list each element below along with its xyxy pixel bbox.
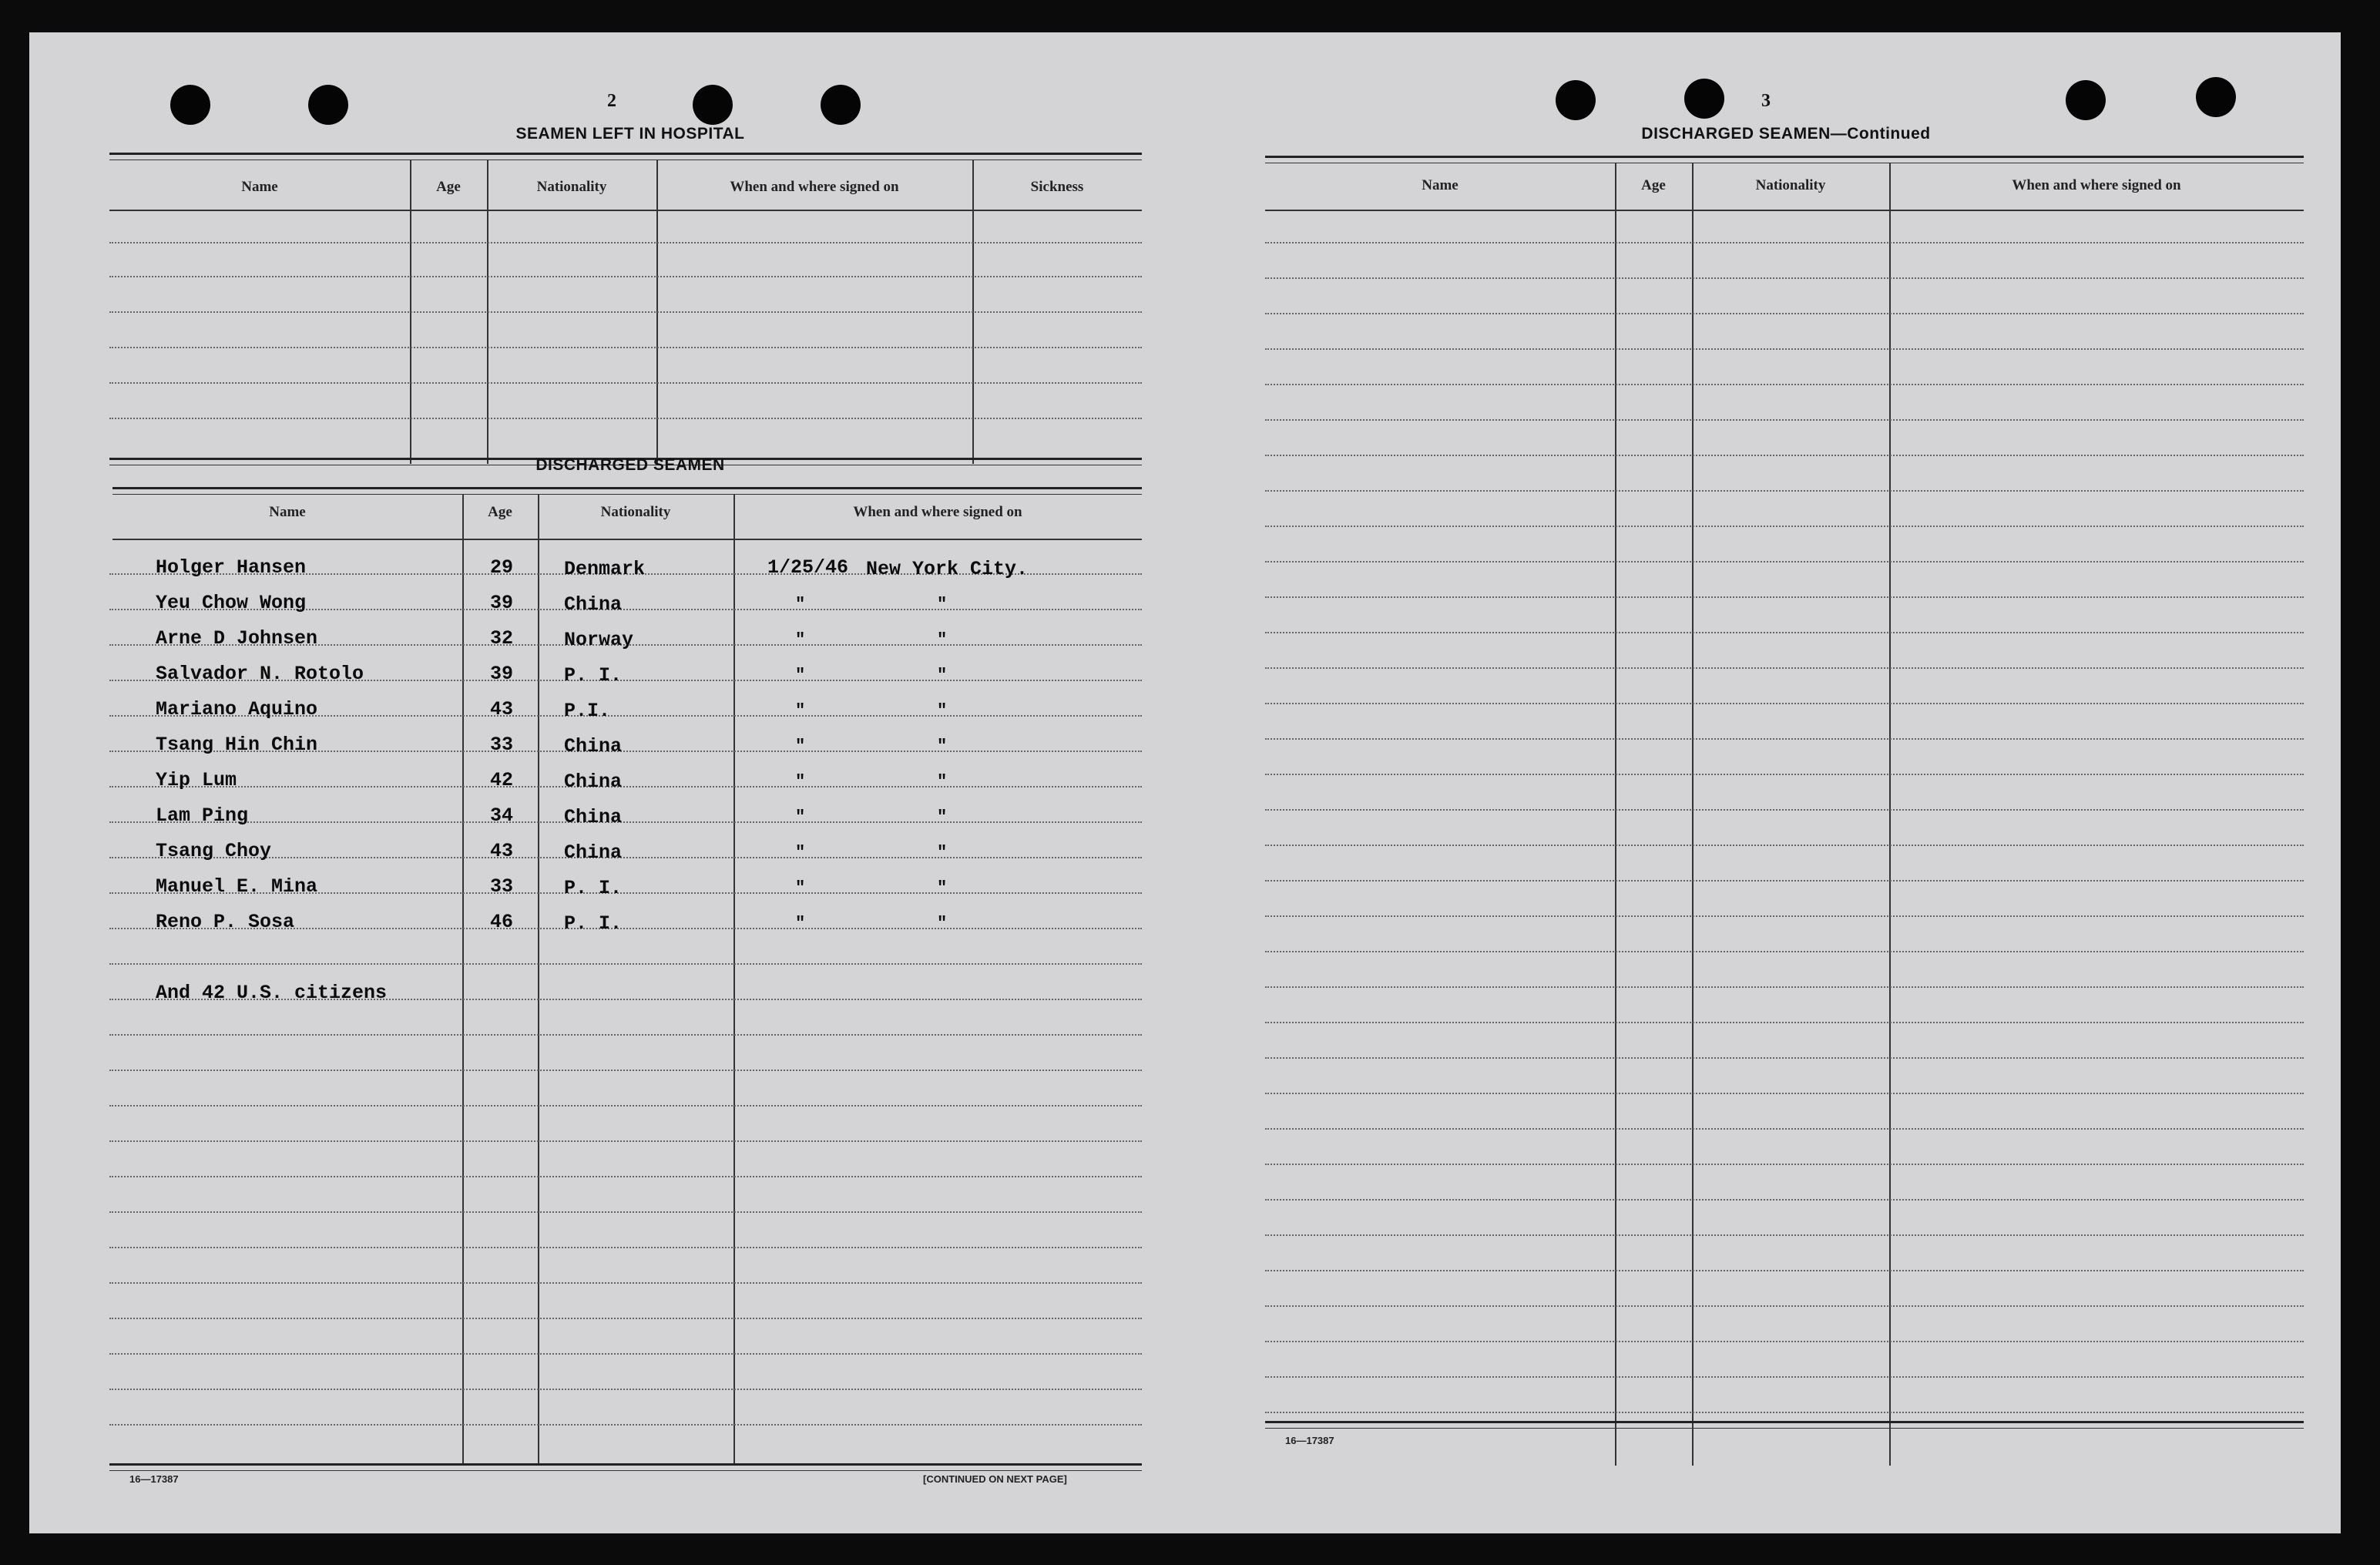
- row-rule: [1265, 915, 2304, 917]
- discharged-section-title: DISCHARGED SEAMEN: [535, 456, 725, 474]
- signed-place-ditto: ": [937, 701, 948, 720]
- seaman-name: Tsang Hin Chin: [156, 734, 318, 756]
- hospital-col-name: Name: [241, 179, 278, 195]
- row-rule: [1265, 703, 2304, 704]
- signed-place-ditto: ": [937, 666, 948, 685]
- seaman-name: Arne D Johnsen: [156, 627, 318, 650]
- table-rule: [109, 210, 1142, 211]
- seaman-nationality: China: [564, 771, 623, 793]
- punch-hole: [308, 85, 348, 125]
- row-rule: [109, 1282, 1142, 1284]
- row-rule: [109, 786, 1142, 788]
- row-rule: [1265, 951, 2304, 952]
- seaman-age: 39: [490, 663, 514, 685]
- table-rule: [1265, 156, 2304, 163]
- row-rule: [1265, 526, 2304, 527]
- discharged-col-nationality: Nationality: [600, 504, 671, 520]
- discharged-col-age: Age: [488, 504, 512, 520]
- right-form-number: 16—17387: [1285, 1435, 1334, 1446]
- signed-date-ditto: ": [795, 666, 806, 685]
- table-rule: [109, 1463, 1142, 1471]
- row-rule: [1265, 845, 2304, 846]
- seaman-age: 29: [490, 556, 514, 579]
- table-rule: [109, 153, 1142, 160]
- row-rule: [1265, 1234, 2304, 1236]
- seaman-name: Holger Hansen: [156, 556, 307, 579]
- seaman-nationality: P. I.: [564, 877, 623, 899]
- column-divider: [733, 495, 735, 1466]
- row-rule: [109, 963, 1142, 965]
- row-rule: [109, 1034, 1142, 1036]
- hospital-section-title: SEAMEN LEFT IN HOSPITAL: [515, 125, 745, 143]
- signed-date-ditto: ": [795, 630, 806, 650]
- continued-note: [CONTINUED ON NEXT PAGE]: [923, 1473, 1067, 1485]
- row-rule: [109, 1176, 1142, 1177]
- column-divider: [462, 495, 464, 1466]
- seaman-name: Mariano Aquino: [156, 698, 318, 720]
- signed-date-ditto: ": [795, 843, 806, 862]
- right-col-name: Name: [1422, 177, 1459, 193]
- row-rule: [1265, 1270, 2304, 1271]
- seaman-nationality: Denmark: [564, 558, 646, 580]
- signed-date-ditto: ": [795, 808, 806, 827]
- row-rule: [109, 418, 1142, 419]
- row-rule: [1265, 1093, 2304, 1094]
- signed-place-ditto: ": [937, 595, 948, 614]
- row-rule: [1265, 1022, 2304, 1023]
- row-rule: [1265, 384, 2304, 385]
- row-rule: [109, 311, 1142, 313]
- hospital-col-signed: When and where signed on: [730, 179, 899, 195]
- seaman-age: 46: [490, 911, 514, 933]
- signed-place-ditto: ": [937, 808, 948, 827]
- row-rule: [1265, 596, 2304, 598]
- row-rule: [1265, 809, 2304, 811]
- row-rule: [109, 1105, 1142, 1107]
- table-rule: [112, 487, 1142, 495]
- seaman-name: Lam Ping: [156, 804, 249, 827]
- signed-place: New York City.: [866, 558, 1029, 580]
- row-rule: [1265, 738, 2304, 740]
- punch-hole: [693, 85, 733, 125]
- row-rule: [1265, 348, 2304, 350]
- signed-date-ditto: ": [795, 737, 806, 756]
- seaman-nationality: Norway: [564, 629, 634, 651]
- row-rule: [109, 1070, 1142, 1071]
- seaman-nationality: P. I.: [564, 664, 623, 687]
- table-rule: [1265, 210, 2304, 211]
- signed-date-ditto: ": [795, 878, 806, 898]
- row-rule: [109, 1353, 1142, 1355]
- punch-hole: [2196, 77, 2236, 117]
- seaman-nationality: P. I.: [564, 912, 623, 935]
- column-divider: [538, 495, 539, 1466]
- signed-date-ditto: ": [795, 914, 806, 933]
- seaman-age: 33: [490, 875, 514, 898]
- row-rule: [1265, 1305, 2304, 1307]
- row-rule: [1265, 561, 2304, 563]
- row-rule: [1265, 1057, 2304, 1059]
- row-rule: [1265, 1128, 2304, 1130]
- seaman-name: Yeu Chow Wong: [156, 592, 307, 614]
- row-rule: [1265, 455, 2304, 456]
- row-rule: [109, 347, 1142, 348]
- seaman-age: 43: [490, 698, 514, 720]
- punch-hole: [1684, 79, 1724, 119]
- row-rule: [1265, 1341, 2304, 1342]
- punch-hole: [1556, 80, 1596, 120]
- seaman-name: Manuel E. Mina: [156, 875, 318, 898]
- signed-place-ditto: ": [937, 914, 948, 933]
- row-rule: [109, 1318, 1142, 1319]
- row-rule: [1265, 313, 2304, 314]
- right-page-number: 3: [1761, 91, 1771, 111]
- punch-hole: [170, 85, 210, 125]
- seaman-name: Reno P. Sosa: [156, 911, 295, 933]
- signed-place-ditto: ": [937, 843, 948, 862]
- row-rule: [1265, 242, 2304, 243]
- left-page-number: 2: [607, 91, 616, 111]
- signed-place-ditto: ": [937, 630, 948, 650]
- row-rule: [109, 1211, 1142, 1213]
- seaman-age: 42: [490, 769, 514, 791]
- row-rule: [109, 242, 1142, 243]
- seaman-nationality: China: [564, 841, 623, 864]
- seaman-nationality: China: [564, 593, 623, 616]
- punch-hole: [2066, 80, 2106, 120]
- seaman-age: 32: [490, 627, 514, 650]
- seaman-name: Tsang Choy: [156, 840, 272, 862]
- discharged-col-signed: When and where signed on: [853, 504, 1022, 520]
- row-rule: [109, 1389, 1142, 1390]
- left-form-number: 16—17387: [129, 1473, 179, 1485]
- row-rule: [1265, 667, 2304, 669]
- discharged-col-name: Name: [269, 504, 306, 520]
- signed-date-ditto: ": [795, 772, 806, 791]
- signed-date-ditto: ": [795, 701, 806, 720]
- row-rule: [1265, 632, 2304, 633]
- right-col-signed: When and where signed on: [2012, 177, 2181, 193]
- seaman-name: Yip Lum: [156, 769, 237, 791]
- right-col-age: Age: [1641, 177, 1666, 193]
- signed-place-ditto: ": [937, 737, 948, 756]
- hospital-col-sickness: Sickness: [1030, 179, 1084, 195]
- row-rule: [109, 1140, 1142, 1142]
- seaman-age: 39: [490, 592, 514, 614]
- row-rule: [1265, 986, 2304, 988]
- seaman-nationality: P.I.: [564, 700, 611, 722]
- seaman-name: Salvador N. Rotolo: [156, 663, 364, 685]
- row-rule: [1265, 774, 2304, 775]
- row-rule: [109, 1247, 1142, 1248]
- row-rule: [1265, 1199, 2304, 1201]
- row-rule: [1265, 277, 2304, 279]
- seaman-age: 34: [490, 804, 514, 827]
- signed-date-ditto: ": [795, 595, 806, 614]
- us-citizens-note: And 42 U.S. citizens: [156, 982, 388, 1004]
- signed-place-ditto: ": [937, 772, 948, 791]
- row-rule: [1265, 880, 2304, 882]
- table-rule: [1265, 1421, 2304, 1429]
- row-rule: [1265, 1164, 2304, 1165]
- row-rule: [1265, 490, 2304, 492]
- row-rule: [1265, 1376, 2304, 1378]
- table-rule: [112, 539, 1142, 540]
- row-rule: [1265, 419, 2304, 421]
- row-rule: [109, 821, 1142, 823]
- row-rule: [109, 382, 1142, 384]
- punch-hole: [821, 85, 861, 125]
- row-rule: [1265, 1412, 2304, 1413]
- seaman-nationality: China: [564, 735, 623, 757]
- right-section-title: DISCHARGED SEAMEN—Continued: [1641, 125, 1931, 143]
- signed-place-ditto: ": [937, 878, 948, 898]
- document-sheet: [29, 32, 2341, 1533]
- seaman-age: 33: [490, 734, 514, 756]
- right-col-nationality: Nationality: [1755, 177, 1826, 193]
- row-rule: [109, 1424, 1142, 1426]
- hospital-col-age: Age: [436, 179, 461, 195]
- row-rule: [109, 276, 1142, 277]
- hospital-col-nationality: Nationality: [536, 179, 607, 195]
- seaman-age: 43: [490, 840, 514, 862]
- signed-date: 1/25/46: [767, 556, 849, 579]
- seaman-nationality: China: [564, 806, 623, 828]
